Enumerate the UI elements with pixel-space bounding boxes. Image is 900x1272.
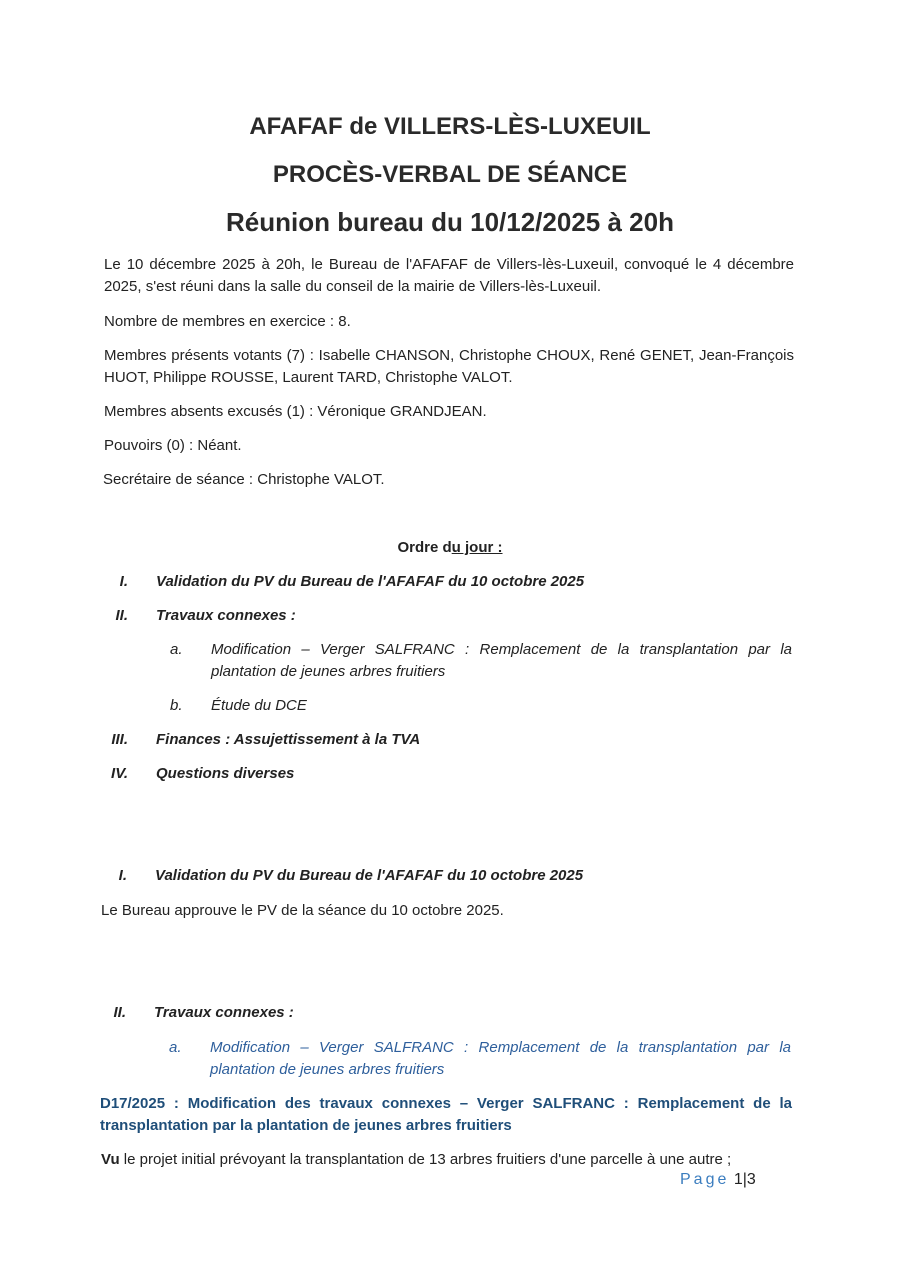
- agenda-sub-item-a: Modification – Verger SALFRANC : Remplacement de la transplantation par la plantation de jeunes arbres fruitiers: [211, 641, 792, 680]
- agenda-item-1: Validation du PV du Bureau de l'AFAFAF du 10 octobre 2025: [156, 573, 585, 590]
- agenda-sub-num-a: a.: [170, 641, 183, 658]
- agenda-sub-item-b: Étude du DCE: [211, 697, 307, 714]
- section2-sub-title: Modification – Verger SALFRANC : Remplacement de la transplantation par la plantation de jeunes arbres fruitiers: [210, 1039, 791, 1078]
- meeting-title: Réunion bureau du 10/12/2025 à 20h: [226, 207, 674, 237]
- agenda-num-2: II.: [115, 607, 128, 624]
- agenda-num-1: I.: [119, 573, 128, 590]
- vu-text: le projet initial prévoyant la transplantation de 13 arbres fruitiers d'une parcelle à une autre ;: [119, 1151, 732, 1168]
- section1-num: I.: [118, 867, 127, 884]
- agenda-sub-num-b: b.: [170, 697, 183, 714]
- agenda-num-3: III.: [111, 731, 128, 748]
- members-count: Nombre de membres en exercice : 8.: [104, 313, 351, 330]
- secretary: Secrétaire de séance : Christophe VALOT.: [103, 471, 385, 488]
- section1-title: Validation du PV du Bureau de l'AFAFAF du 10 octobre 2025: [155, 867, 584, 884]
- agenda-heading: [0, 539, 900, 556]
- agenda-heading-part2: u jour :: [451, 539, 503, 556]
- page-separator: |: [742, 1171, 747, 1188]
- page-label: Page: [680, 1171, 730, 1188]
- section2-sub-num: a.: [169, 1039, 182, 1056]
- section1-text: Le Bureau approuve le PV de la séance du 10 octobre 2025.: [101, 902, 504, 919]
- section2-num: II.: [113, 1004, 126, 1021]
- opening-paragraph: Le 10 décembre 2025 à 20h, le Bureau de l'AFAFAF de Villers-lès-Luxeuil, convoqué le 4 décembre 2025, s'est réuni dans la salle du conseil de la mairie de Villers-lès-Luxeuil.: [104, 256, 794, 295]
- agenda-item-2: Travaux connexes :: [156, 607, 296, 624]
- agenda-item-3: Finances : Assujettissement à la TVA: [156, 731, 421, 748]
- present-members: Membres présents votants (7) : Isabelle CHANSON, Christophe CHOUX, René GENET, Jean-François HUOT, Philippe ROUSSE, Laurent TARD, Christophe VALOT.: [104, 347, 794, 386]
- agenda-heading-part1: Ordre d: [397, 539, 452, 556]
- page-footer: [680, 1171, 756, 1189]
- absent-members: Membres absents excusés (1) : Véronique GRANDJEAN.: [104, 403, 487, 420]
- decision-title: D17/2025 : Modification des travaux connexes – Verger SALFRANC : Remplacement de la transplantation par la plantation de jeunes arbres fruitiers: [100, 1095, 792, 1134]
- page-current: 1: [733, 1171, 743, 1188]
- vu-paragraph: [101, 1149, 801, 1171]
- proxies: Pouvoirs (0) : Néant.: [104, 437, 242, 454]
- agenda-num-4: IV.: [111, 765, 128, 782]
- vu-bold: Vu: [101, 1151, 120, 1168]
- section2-title: Travaux connexes :: [154, 1004, 294, 1021]
- agenda-item-4: Questions diverses: [156, 765, 295, 782]
- org-title: AFAFAF de VILLERS-LÈS-LUXEUIL: [249, 113, 651, 140]
- doc-type-title: PROCÈS-VERBAL DE SÉANCE: [272, 161, 628, 188]
- page-total: 3: [746, 1171, 756, 1188]
